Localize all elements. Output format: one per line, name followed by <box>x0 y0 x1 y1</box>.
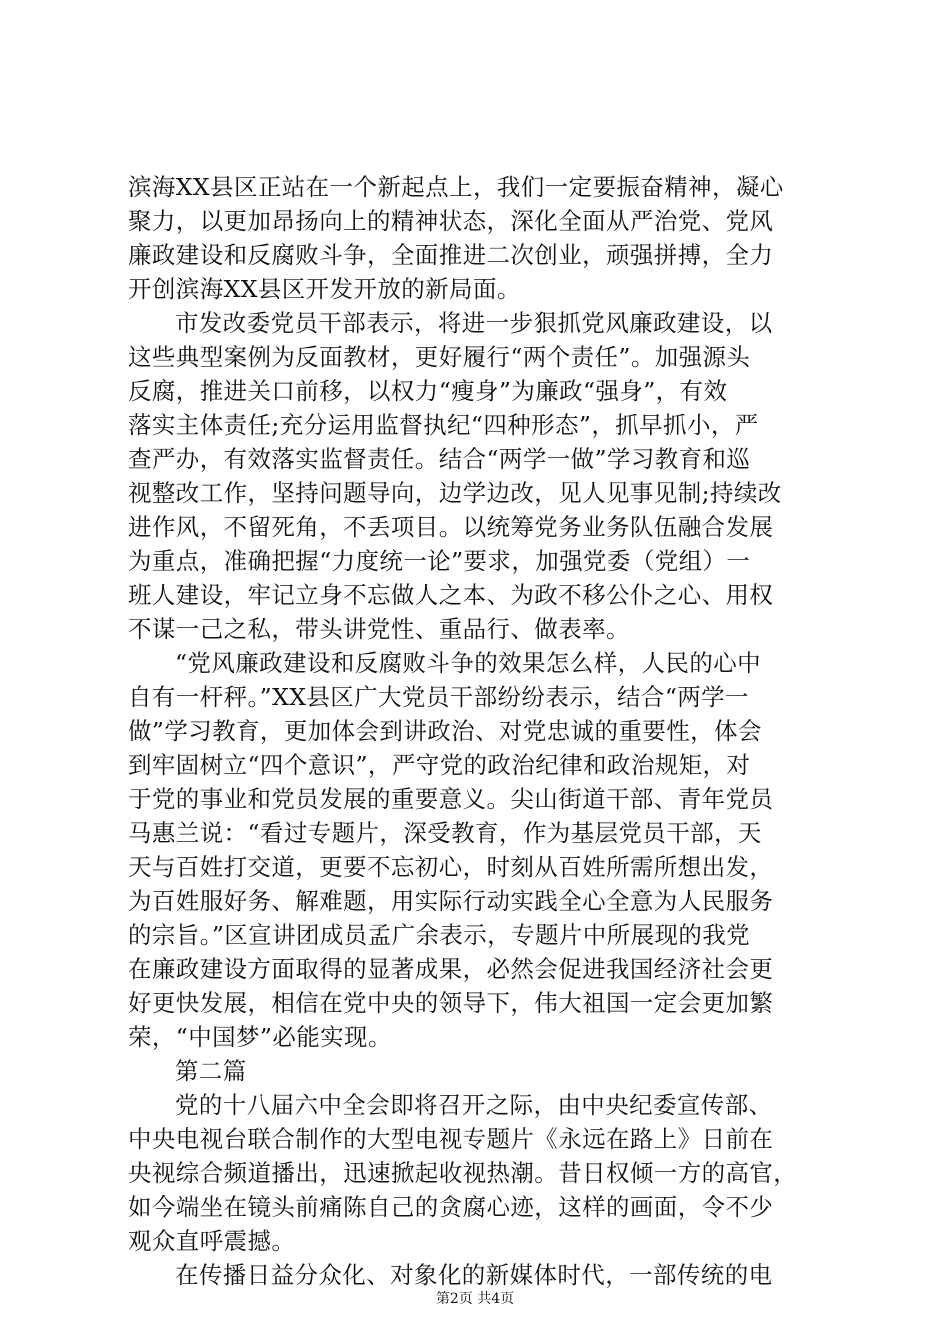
text-line: 为百姓服好务、解难题，用实际行动实践全心全意为人民服务 <box>128 887 774 915</box>
text-line: 聚力，以更加昂扬向上的精神状态，深化全面从严治党、党风 <box>128 207 774 235</box>
text-line: 央视综合频道播出，迅速掀起收视热潮。昔日权倾一方的高官， <box>128 1159 798 1187</box>
text-line: 在传播日益分众化、对象化的新媒体时代，一部传统的电 <box>175 1261 773 1289</box>
text-line: 做”学习教育，更加体会到讲政治、对党忠诚的重要性，体会 <box>128 717 762 745</box>
text-line: 开创滨海XX县区开发开放的新局面。 <box>128 275 521 303</box>
text-line: 这些典型案例为反面教材，更好履行“两个责任”。加强源头 <box>128 343 751 371</box>
text-line: 中央电视台联合制作的大型电视专题片《永远在路上》日前在 <box>128 1125 774 1153</box>
paragraph <box>128 306 828 646</box>
paragraph <box>128 170 828 306</box>
text-line: 天与百姓打交道，更要不忘初心，时刻从百姓所需所想出发， <box>128 853 774 881</box>
text-line: 班人建设，牢记立身不忘做人之本、为政不移公仆之心、用权 <box>128 581 774 609</box>
text-line: 荣，“中国梦”必能实现。 <box>128 1023 392 1051</box>
text-line: 反腐，推进关口前移，以权力“瘦身”为廉政“强身”，有效 <box>128 377 728 405</box>
paragraph <box>128 646 828 1054</box>
text-line: 市发改委党员干部表示，将进一步狠抓党风廉政建设，以 <box>175 309 773 337</box>
text-line: 第二篇 <box>175 1057 247 1085</box>
text-line: 进作风，不留死角，不丢项目。以统筹党务业务队伍融合发展 <box>128 513 774 541</box>
text-line: 观众直呼震撼。 <box>128 1227 296 1255</box>
text-line: 如今端坐在镜头前痛陈自己的贪腐心迹，这样的画面，令不少 <box>128 1193 774 1221</box>
text-line: 落实主体责任;充分运用监督执纪“四种形态”，抓早抓小，严 <box>128 411 759 439</box>
document-body <box>128 170 828 1292</box>
paragraph <box>128 1054 828 1088</box>
paragraph <box>128 1088 828 1258</box>
text-line: 滨海XX县区正站在一个新起点上，我们一定要振奋精神，凝心 <box>128 173 784 201</box>
text-line: 到牢固树立“四个意识”，严守党的政治纪律和政治规矩，对 <box>128 751 751 779</box>
text-line: 廉政建设和反腐败斗争，全面推进二次创业，顽强拼搏，全力 <box>128 241 774 269</box>
text-line: 的宗旨。”区宣讲团成员孟广余表示，专题片中所展现的我党 <box>128 921 751 949</box>
text-line: 于党的事业和党员发展的重要意义。尖山街道干部、青年党员 <box>128 785 774 813</box>
text-line: 为重点，准确把握“力度统一论”要求，加强党委（党组）一 <box>128 547 751 575</box>
paragraph <box>128 1258 828 1292</box>
text-line: 查严办，有效落实监督责任。结合“两学一做”学习教育和巡 <box>128 445 751 473</box>
text-line: 不谋一己之私，带头讲党性、重品行、做表率。 <box>128 615 630 643</box>
text-line: 视整改工作，坚持问题导向，边学边改，见人见事见制;持续改 <box>128 479 782 507</box>
text-line: 自有一杆秤。”XX县区广大党员干部纷纷表示，结合“两学一 <box>128 683 749 711</box>
text-line: 好更快发展，相信在党中央的领导下，伟大祖国一定会更加繁 <box>128 989 774 1017</box>
text-line: 在廉政建设方面取得的显著成果，必然会促进我国经济社会更 <box>128 955 774 983</box>
text-line: 马惠兰说：“看过专题片，深受教育，作为基层党员干部，天 <box>128 819 762 847</box>
text-line: 党的十八届六中全会即将召开之际，由中央纪委宣传部、 <box>175 1091 773 1119</box>
page-footer: 第2页 共4页 <box>435 1291 515 1307</box>
text-line: “党风廉政建设和反腐败斗争的效果怎么样，人民的心中 <box>175 649 762 677</box>
